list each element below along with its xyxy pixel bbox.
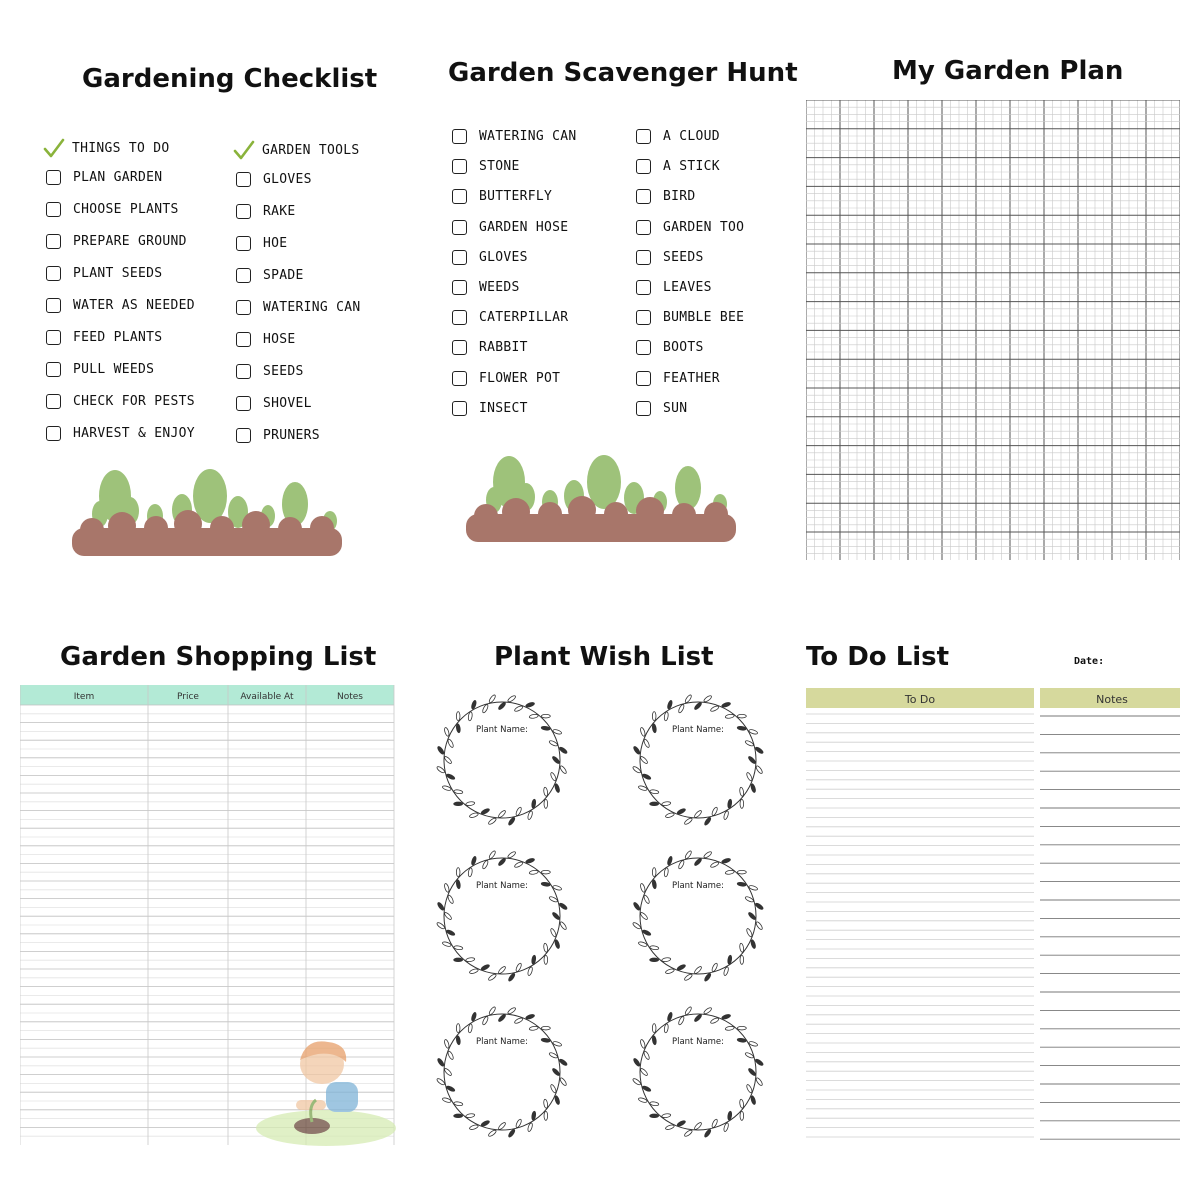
checkbox[interactable] xyxy=(452,310,467,325)
checklist-item[interactable] xyxy=(452,280,520,295)
checklist-item-label: RABBIT xyxy=(479,340,528,356)
checkbox[interactable] xyxy=(46,234,61,249)
checklist-item-label: SUN xyxy=(663,400,688,416)
checklist-item[interactable] xyxy=(236,236,287,251)
checklist-item[interactable] xyxy=(46,394,195,409)
checkmark-icon xyxy=(233,140,255,160)
table-header-cell: Price xyxy=(177,692,199,702)
checklist-item-label: STONE xyxy=(479,159,520,175)
checkbox[interactable] xyxy=(452,189,467,204)
checklist-item-label: WATER AS NEEDED xyxy=(73,298,195,313)
checklist-item[interactable] xyxy=(46,426,195,441)
checkbox[interactable] xyxy=(636,250,651,265)
checklist-title: Gardening Checklist xyxy=(82,64,378,94)
checklist-item-label: PLANT SEEDS xyxy=(73,266,163,281)
table-header-cell: Notes xyxy=(337,692,363,702)
checklist-item-label: SHOVEL xyxy=(263,396,312,411)
table-header-cell: Item xyxy=(73,692,95,702)
plant-name-label: Plant Name: xyxy=(475,881,529,891)
checklist-item-label: FEED PLANTS xyxy=(73,330,163,345)
checklist-item[interactable] xyxy=(46,362,154,377)
checklist-item-label: SPADE xyxy=(263,268,304,283)
scavenger-title: Garden Scavenger Hunt xyxy=(448,58,798,88)
checkbox[interactable] xyxy=(452,129,467,144)
garden-plan-panel xyxy=(800,0,1200,580)
checkbox[interactable] xyxy=(636,280,651,295)
checkbox[interactable] xyxy=(236,300,251,315)
checklist-item-label: SEEDS xyxy=(663,249,704,265)
checkbox[interactable] xyxy=(236,236,251,251)
checklist-item[interactable] xyxy=(636,371,720,386)
checklist-item-label: WATERING CAN xyxy=(479,129,577,144)
checkbox[interactable] xyxy=(236,268,251,283)
checklist-item[interactable] xyxy=(46,330,162,345)
checklist-item[interactable] xyxy=(452,129,577,144)
checklist-item[interactable] xyxy=(636,310,744,325)
plant-wreath xyxy=(630,1004,766,1140)
checklist-item-label: PULL WEEDS xyxy=(73,362,155,377)
checklist-item[interactable] xyxy=(46,202,179,217)
checklist-item-label: FLOWER POT xyxy=(479,370,561,386)
checkbox[interactable] xyxy=(236,428,251,443)
checkbox[interactable] xyxy=(46,266,61,281)
plant-name-label: Plant Name: xyxy=(671,1037,725,1047)
shopping-list-panel xyxy=(0,600,400,1200)
checklist-item[interactable] xyxy=(452,340,528,355)
checkbox[interactable] xyxy=(46,330,61,345)
plant-wish-list-panel xyxy=(400,600,800,1200)
checklist-item-label: CHECK FOR PESTS xyxy=(73,394,195,409)
checklist-item[interactable] xyxy=(236,268,304,283)
checkmark-icon xyxy=(43,138,65,158)
checklist-item[interactable] xyxy=(236,428,320,443)
checklist-item[interactable] xyxy=(236,332,296,347)
checklist-item-label: HOE xyxy=(263,236,288,251)
checkbox[interactable] xyxy=(636,401,651,416)
checkbox[interactable] xyxy=(452,401,467,416)
shopping-title: Garden Shopping List xyxy=(60,642,377,672)
todo-list-panel xyxy=(800,600,1200,1200)
checklist-item[interactable] xyxy=(236,140,360,160)
checklist-item[interactable] xyxy=(636,189,696,204)
checklist-item-label: CATERPILLAR xyxy=(479,310,569,326)
checklist-item[interactable] xyxy=(636,280,712,295)
checkbox[interactable] xyxy=(452,280,467,295)
checklist-item[interactable] xyxy=(452,371,560,386)
checkbox[interactable] xyxy=(236,204,251,219)
checkbox[interactable] xyxy=(46,362,61,377)
checklist-item-label: PREPARE GROUND xyxy=(73,234,187,249)
checkbox[interactable] xyxy=(46,298,61,313)
checklist-item-label: HOSE xyxy=(263,332,296,347)
todo-title: To Do List xyxy=(806,642,950,672)
checkbox[interactable] xyxy=(236,172,251,187)
checklist-item-label: INSECT xyxy=(479,400,528,416)
checklist-item-label: GARDEN TOO xyxy=(663,219,745,235)
checklist-item[interactable] xyxy=(46,298,195,313)
checklist-item-label: LEAVES xyxy=(663,280,712,295)
checklist-item[interactable] xyxy=(236,204,296,219)
checkbox[interactable] xyxy=(46,426,61,441)
checkbox[interactable] xyxy=(236,396,251,411)
plant-name-label: Plant Name: xyxy=(671,881,725,891)
checklist-item[interactable] xyxy=(452,250,528,265)
checklist-item-label: PRUNERS xyxy=(263,428,320,443)
checklist-item[interactable] xyxy=(452,159,520,174)
table-header-cell: Available At xyxy=(240,692,294,702)
checklist-item[interactable] xyxy=(636,220,744,235)
checklist-item[interactable] xyxy=(236,396,312,411)
checklist-item-label: SEEDS xyxy=(263,364,304,379)
plant-wreath xyxy=(630,692,766,828)
child-gardening-illustration xyxy=(256,1030,396,1150)
checklist-item[interactable] xyxy=(452,401,528,416)
checkbox[interactable] xyxy=(636,189,651,204)
checklist-item[interactable] xyxy=(636,250,704,265)
checklist-item-label: WEEDS xyxy=(479,280,520,295)
wishlist-title: Plant Wish List xyxy=(494,642,714,672)
checklist-item-label: FEATHER xyxy=(663,370,720,386)
plant-name-label: Plant Name: xyxy=(475,725,529,735)
plant-wreath xyxy=(434,1004,570,1140)
checklist-item-label: RAKE xyxy=(263,204,296,219)
table-header-cell: Notes xyxy=(1096,693,1128,706)
plant-name-label: Plant Name: xyxy=(475,1037,529,1047)
checkbox[interactable] xyxy=(452,220,467,235)
checkbox[interactable] xyxy=(636,220,651,235)
checklist-item-label: GARDEN HOSE xyxy=(479,219,569,235)
checklist-item-label: GLOVES xyxy=(263,172,312,187)
checklist-item[interactable] xyxy=(452,220,568,235)
plant-wreath xyxy=(630,848,766,984)
checklist-item[interactable] xyxy=(636,159,720,174)
checkbox[interactable] xyxy=(46,170,61,185)
checkbox[interactable] xyxy=(636,371,651,386)
plant-wreath xyxy=(434,692,570,828)
checklist-item[interactable] xyxy=(636,129,720,144)
checklist-item-label: BIRD xyxy=(663,189,696,205)
checkbox[interactable] xyxy=(452,159,467,174)
checklist-item[interactable] xyxy=(46,266,162,281)
date-label: Date: xyxy=(1074,656,1105,667)
checklist-item-label: WATERING CAN xyxy=(263,300,361,315)
checklist-item-label: A CLOUD xyxy=(663,129,720,144)
checklist-item-label: BUTTERFLY xyxy=(479,189,553,205)
checklist-item[interactable] xyxy=(636,340,704,355)
checkbox[interactable] xyxy=(452,371,467,386)
checkbox[interactable] xyxy=(236,332,251,347)
plant-name-label: Plant Name: xyxy=(671,725,725,735)
garden-bed-illustration xyxy=(464,452,744,546)
table-header-cell: To Do xyxy=(904,693,936,706)
checkbox[interactable] xyxy=(452,340,467,355)
checklist-item-label: THINGS TO DO xyxy=(72,140,170,156)
checklist-item-label: PLAN GARDEN xyxy=(73,170,163,185)
checklist-item[interactable] xyxy=(46,138,170,158)
checklist-item[interactable] xyxy=(236,300,361,315)
garden-plan-grid xyxy=(806,100,1180,560)
todo-table xyxy=(806,688,1180,1148)
checklist-item[interactable] xyxy=(452,189,552,204)
checklist-item-label: GARDEN TOOLS xyxy=(262,142,360,158)
checklist-item-label: CHOOSE PLANTS xyxy=(73,202,179,217)
checkbox[interactable] xyxy=(236,364,251,379)
checklist-item-label: BOOTS xyxy=(663,340,704,356)
checklist-item[interactable] xyxy=(636,401,687,416)
checklist-item-label: BUMBLE BEE xyxy=(663,310,745,326)
gardening-checklist-panel xyxy=(0,0,400,580)
garden-bed-illustration xyxy=(70,466,350,560)
checklist-item-label: HARVEST & ENJOY xyxy=(73,426,195,441)
checklist-item[interactable] xyxy=(46,170,162,185)
checkbox[interactable] xyxy=(46,202,61,217)
checklist-item-label: GLOVES xyxy=(479,249,528,265)
checklist-item-label: A STICK xyxy=(663,159,720,175)
checklist-item[interactable] xyxy=(236,364,304,379)
checkbox[interactable] xyxy=(452,250,467,265)
checkbox[interactable] xyxy=(46,394,61,409)
checkbox[interactable] xyxy=(636,310,651,325)
plant-wreath xyxy=(434,848,570,984)
checkbox[interactable] xyxy=(636,129,651,144)
checkbox[interactable] xyxy=(636,340,651,355)
checklist-item[interactable] xyxy=(236,172,312,187)
checkbox[interactable] xyxy=(636,159,651,174)
checklist-item[interactable] xyxy=(452,310,568,325)
scavenger-hunt-panel xyxy=(400,0,800,580)
plan-title: My Garden Plan xyxy=(892,56,1124,86)
checklist-item[interactable] xyxy=(46,234,187,249)
